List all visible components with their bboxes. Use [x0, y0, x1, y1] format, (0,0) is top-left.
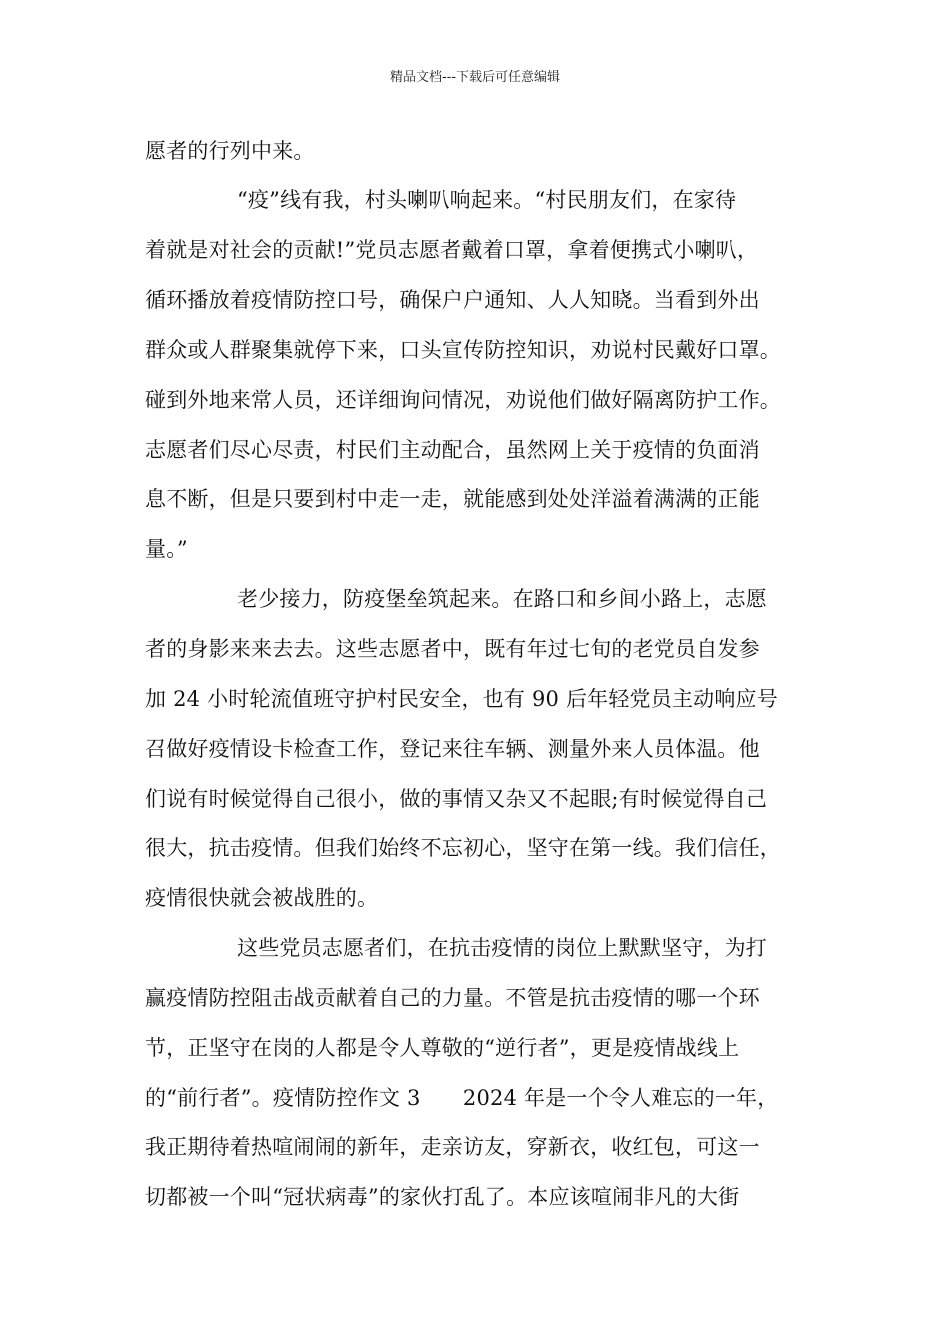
text-line: 很大，抗击疫情。但我们始终不忘初心，坚守在第一线。我们信任，: [145, 836, 781, 860]
text-line: 我正期待着热喧闹闹的新年，走亲访友，穿新衣，收红包，可这一: [145, 1135, 760, 1159]
text-line: 赢疫情防控阻击战贡献着自己的力量。不管是抗击疫情的哪一个环: [145, 986, 760, 1010]
text-line: 这些党员志愿者们，在抗击疫情的岗位上默默坚守，为打: [237, 936, 767, 960]
text-line: 循环播放着疫情防控口号，确保户户通知、人人知晓。当看到外出: [145, 288, 760, 312]
text-line: 碰到外地来常人员，还详细询问情况，劝说他们做好隔离防护工作。: [145, 388, 781, 412]
text-line: 群众或人群聚集就停下来，口头宣传防控知识，劝说村民戴好口罩。: [145, 338, 781, 362]
text-line: 愿者的行列中来。: [145, 139, 315, 163]
text-line: 切都被一个叫“冠状病毒”的家伙打乱了。本应该喧闹非凡的大街: [145, 1185, 740, 1209]
text-line: 志愿者们尽心尽责，村民们主动配合，虽然网上关于疫情的负面消: [145, 438, 760, 462]
page-header: 精品文档---下载后可任意编辑: [389, 70, 561, 85]
text-line: 者的身影来来去去。这些志愿者中，既有年过七旬的老党员自发参: [145, 637, 760, 661]
text-line: “疫”线有我，村头喇叭响起来。“村民朋友们，在家待: [237, 188, 737, 212]
text-line: 召做好疫情设卡检查工作，登记来往车辆、测量外来人员体温。他: [145, 737, 760, 761]
text-line: 的“前行者”。疫情防控作文 3 2024 年是一个令人难忘的一年，: [145, 1086, 779, 1110]
text-line: 节，正坚守在岗的人都是令人尊敬的“逆行者”，更是疫情战线上: [145, 1036, 740, 1060]
text-line: 着就是对社会的贡献!”党员志愿者戴着口罩，拿着便携式小喇叭，: [145, 238, 759, 262]
text-line: 老少接力，防疫堡垒筑起来。在路口和乡间小路上，志愿: [237, 587, 767, 611]
text-line: 量。”: [145, 537, 188, 561]
text-line: 息不断，但是只要到村中走一走，就能感到处处洋溢着满满的正能: [145, 487, 760, 511]
text-line: 加 24 小时轮流值班守护村民安全，也有 90 后年轻党员主动响应号: [145, 687, 778, 711]
text-line: 疫情很快就会被战胜的。: [145, 886, 379, 910]
text-line: 们说有时候觉得自己很小，做的事情又杂又不起眼;有时候觉得自己: [145, 787, 768, 811]
